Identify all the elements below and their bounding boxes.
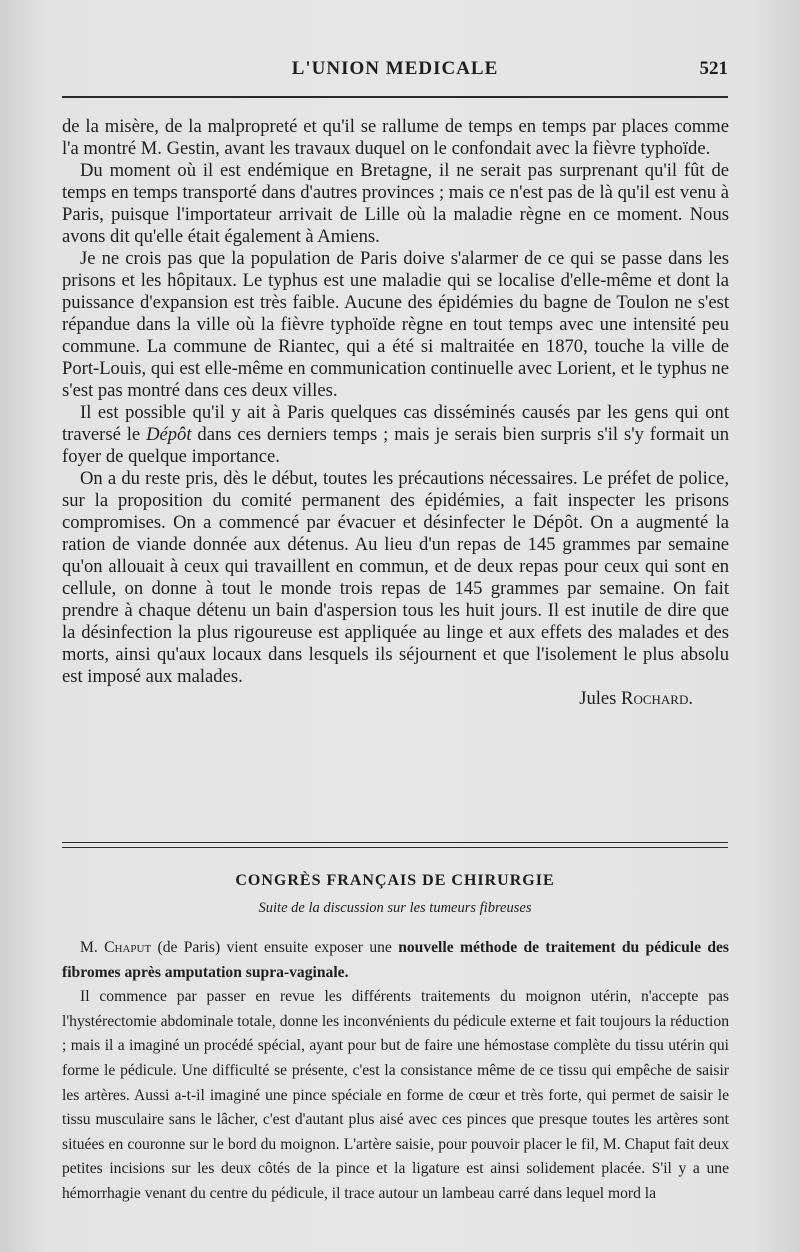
paragraph: de la misère, de la malpropreté et qu'il se rallume de temps en temps par places comme l'a montré M. Gestin, avant les travaux duquel on le confondait avec la fièvre typhoïde. (62, 116, 729, 159)
section-subtitle: Suite de la discussion sur les tumeurs fibreuses (258, 900, 532, 916)
speaker-name: M. Chaput (80, 939, 152, 956)
paragraph: Il commence par passer en revue les différents traitements du moignon utérin, n'accepte pas l'hystérectomie abdominale totale, donne les inconvénients du pédicule externe et fait toujours la réduction ; mais il a imaginé un procédé spécial, ayant pour but de faire une hémostase complète du tissu utérin qui forme le pédicule. Une difficulté se présente, c'est la consistance même de ce tissu qui empêche de saisir les artères. Aussi a-t-il imaginé une pince spéciale en forme de cœur et très forte, qui permet de saisir le tissu musculaire sans le lâcher, c'est d'autant plus aisé avec ces pinces que presque toutes les artères sont situées en couronne sur le bord du moignon. L'artère saisie, pour pouvoir placer le fil, M. Chaput fait deux petites incisions sur les deux côtés de la pince et la ligature est ainsi solidement placée. S'il y a une hémorrhagie venant du centre du pédicule, il trace autour un lambeau carré dans lequel mord la (62, 988, 729, 1202)
paragraph: Je ne crois pas que la population de Paris doive s'alarmer de ce qui se passe dans les prisons et les hôpitaux. Le typhus est une maladie qui se localise d'elle-même et dont la puissance d'expansion est très faible. Aucune des épidémies du bagne de Toulon ne s'est répandue dans la ville où la fièvre typhoïde règne en tout temps avec une intensité peu commune. La commune de Riantec, qui a été si maltraitée en 1870, touche la ville de Port-Louis, qui est elle-même en communication continuelle avec Lorient, et le typhus ne s'est pas montré dans ces deux villes. (62, 248, 729, 401)
header-rule (62, 96, 728, 98)
method-title: nouvelle méthode de traitement du pédicule des fibromes après amputation supra-vaginale. (62, 939, 729, 981)
paragraph: On a du reste pris, dès le début, toutes les précautions nécessaires. Le préfet de police, sur la proposition du comité permanent des épidémies, a fait inspecter les prisons compromises. On a commencé par évacuer et désinfecter le Dépôt. On a augmenté la ration de viande donnée aux détenus. Au lieu d'un repas de 145 grammes par semaine qu'on allouait à ceux qui travaillent en commun, et de deux repas pour ceux qui sont en cellule, on donne à tout le monde trois repas de 145 grammes par semaine. On fait prendre à chaque détenu un bain d'aspersion tous les huit jours. Il est inutile de dire que la désinfection la plus rigoureuse est appliquée au linge et aux effets des malades et des morts, ainsi qu'aux locaux dans lesquels ils séjournent et que l'isolement le plus absolu est imposé aux malades. (62, 468, 729, 687)
paragraph: Du moment où il est endémique en Bretagne, il ne serait pas surprenant qu'il fût de temps en temps transporté dans d'autres provinces ; mais ce n'est pas de là qu'il est venu à Paris, puisque l'importateur arrivait de Lille où la maladie règne en ce moment. Nous avons dit qu'elle était également à Amiens. (62, 160, 729, 247)
paragraph (62, 402, 729, 468)
text-run: (de Paris) vient ensuite exposer une (151, 939, 399, 956)
page-number: 521 (699, 58, 728, 79)
congress-body (62, 936, 729, 1207)
paragraph (62, 936, 729, 985)
italic-term: Dépôt (146, 424, 192, 445)
article-body (62, 116, 729, 710)
running-title: L'UNION MEDICALE (291, 58, 499, 79)
section-divider (62, 842, 728, 848)
author-first-name: Jules (579, 688, 622, 709)
text-run: dans ces derniers temps ; mais je serais bien surpris s'il s'y formait un foyer de quelque importance. (62, 424, 729, 467)
author-last-name: Rochard. (621, 688, 693, 709)
author-signature (62, 688, 729, 710)
text-run: Il est possible qu'il y ait à Paris quelques cas disséminés causés par les gens qui ont traversé le (62, 402, 729, 445)
section-title: CONGRÈS FRANÇAIS DE CHIRURGIE (235, 872, 555, 889)
page-header (60, 58, 730, 88)
